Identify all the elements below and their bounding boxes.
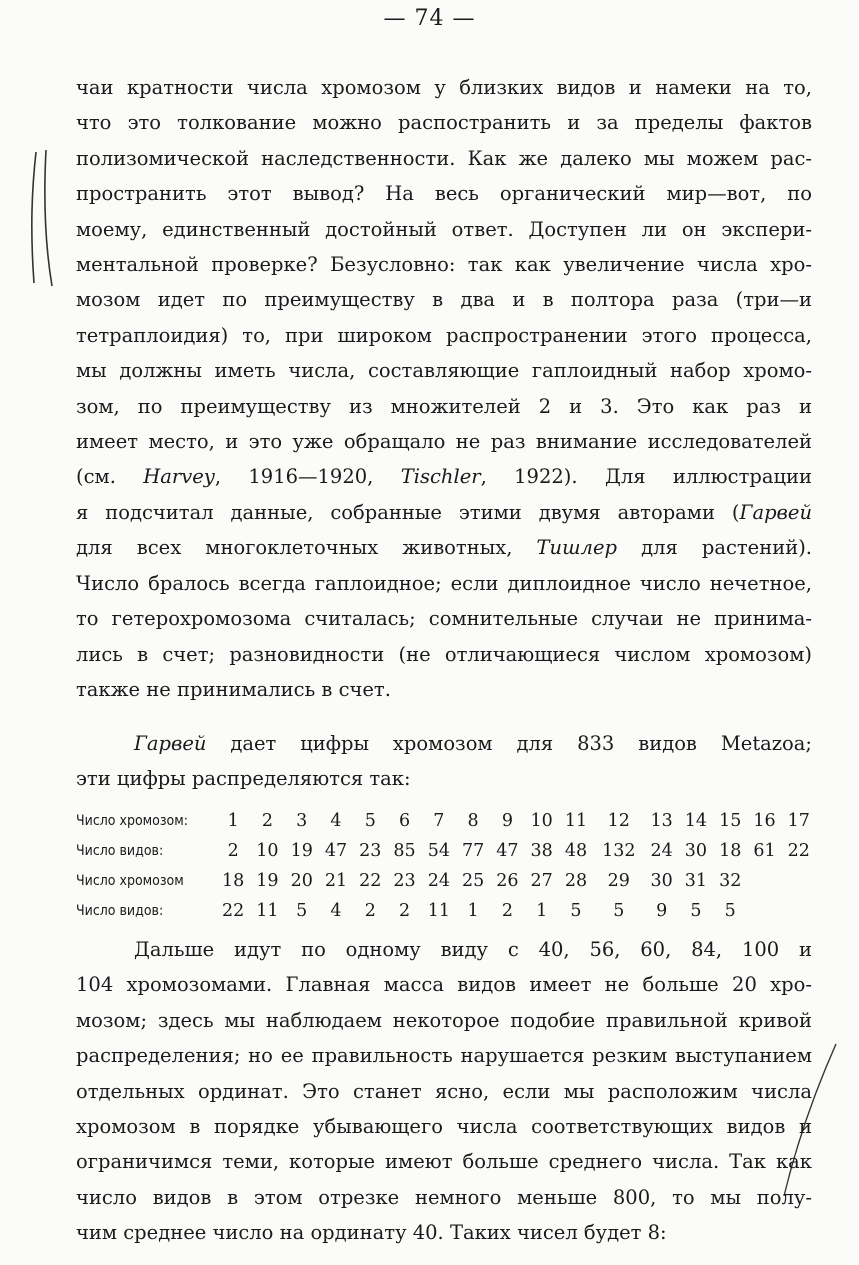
table-cell: 5 bbox=[296, 901, 308, 921]
table-cell: 9 bbox=[656, 901, 668, 921]
table-cell: 4 bbox=[330, 901, 342, 921]
text-line: ментальной проверке? Безусловно: так как увеличение числа хро- bbox=[76, 253, 812, 277]
row-label: Число видов: bbox=[76, 903, 164, 919]
author-garvey: Гарвей bbox=[739, 500, 812, 524]
table-cell: 22 bbox=[222, 901, 245, 921]
author-garvey: Гарвей bbox=[134, 732, 207, 755]
table-row bbox=[76, 866, 816, 896]
table-cell: 11 bbox=[256, 901, 279, 921]
table-cell: 38 bbox=[530, 841, 553, 861]
page-number: — 74 — bbox=[383, 6, 476, 31]
table-cell: 13 bbox=[650, 811, 673, 831]
table-cell: 18 bbox=[719, 841, 742, 861]
text-line-citation: (см. Harvey, 1916—1920, Tischler, 1922). Для иллюстрации bbox=[76, 465, 812, 489]
paragraph-3 bbox=[76, 932, 812, 1251]
table-cell: 26 bbox=[496, 871, 519, 891]
text-line: мозом идет по преимуществу в два и в полтора раза (три—и bbox=[76, 288, 812, 312]
table-cell: 18 bbox=[222, 871, 245, 891]
table-cell: 61 bbox=[753, 841, 776, 861]
table-cell: 14 bbox=[684, 811, 708, 831]
table-cell: 48 bbox=[564, 841, 588, 861]
table-cell: 4 bbox=[330, 811, 342, 831]
table-cell: 28 bbox=[564, 871, 588, 891]
text-line: я подсчитал данные, собранные этими двумя авторами (Гарвей bbox=[76, 500, 812, 524]
table-cell: 29 bbox=[607, 871, 630, 891]
table-cell: 2 bbox=[227, 841, 239, 861]
table-cell: 6 bbox=[398, 811, 411, 831]
text-line: Гарвей дает цифры хромозом для 833 видов Metazoa; bbox=[134, 732, 812, 755]
table-cell: 19 bbox=[256, 871, 279, 891]
text-line: мозом; здесь мы наблюдаем некоторое подобие правильной кривой bbox=[76, 1008, 812, 1032]
table-cell: 30 bbox=[684, 841, 708, 861]
table-cell: 2 bbox=[398, 901, 411, 921]
text-line: отдельных ординат. Это станет ясно, если мы расположим числа bbox=[76, 1079, 812, 1103]
table-cell: 2 bbox=[261, 811, 273, 831]
text-line: чим среднее число на ординату 40. Таких чисел будет 8: bbox=[76, 1221, 667, 1245]
chromosome-count-table bbox=[76, 806, 816, 926]
table-cell: 1 bbox=[227, 811, 239, 831]
row-label: Число хромозом bbox=[76, 873, 184, 889]
table-cell: 132 bbox=[602, 841, 636, 861]
author-tishler: Тишлер bbox=[536, 536, 617, 560]
text-line: Дальше идут по одному виду с 40, 56, 60, 84, 100 и bbox=[134, 938, 812, 961]
table-cell: 31 bbox=[684, 871, 708, 891]
text-line: полизомической наследственности. Как же далеко мы можем рас- bbox=[76, 146, 812, 170]
paragraph-2 bbox=[76, 726, 812, 797]
table-cell: 23 bbox=[359, 841, 382, 861]
table-cell: 24 bbox=[427, 871, 450, 891]
table-cell: 17 bbox=[787, 811, 810, 831]
table-cell: 12 bbox=[607, 811, 630, 831]
table-cell bbox=[782, 866, 816, 896]
table-cell: 47 bbox=[496, 841, 519, 861]
table-row bbox=[76, 896, 816, 926]
text-line: эти цифры распределяются так: bbox=[76, 767, 411, 791]
table-cell: 24 bbox=[650, 841, 673, 861]
table-cell: 22 bbox=[787, 841, 810, 861]
text-line: пространить этот вывод? На весь органический мир—вот, по bbox=[76, 182, 812, 206]
table-cell: 5 bbox=[724, 901, 736, 921]
table-cell: 7 bbox=[433, 811, 445, 831]
table-cell: 19 bbox=[290, 841, 313, 861]
table-cell bbox=[782, 896, 816, 926]
table-cell: 22 bbox=[359, 871, 382, 891]
table-cell: 5 bbox=[570, 901, 582, 921]
author-tischler: Tischler bbox=[400, 465, 481, 489]
text-line: тетраплоидия) то, при широком распространении этого процесса, bbox=[76, 323, 812, 347]
text-line: моему, единственный достойный ответ. Доступен ли он экспери- bbox=[76, 217, 812, 241]
text-line: мы должны иметь числа, составляющие гаплоидный набор хромо- bbox=[76, 359, 812, 383]
text-line: также не принимались в счет. bbox=[76, 677, 391, 701]
text-line: зом, по преимуществу из множителей 2 и 3. Это как раз и bbox=[76, 394, 812, 418]
text-line: лись в счет; разновидности (не отличающиеся числом хромозом) bbox=[76, 642, 812, 666]
table-cell: 10 bbox=[256, 841, 279, 861]
text-line: для всех многоклеточных животных, Тишлер для растений). bbox=[76, 536, 813, 560]
table-cell bbox=[747, 866, 781, 896]
table-cell: 27 bbox=[530, 871, 553, 891]
text-line: Число бралось всегда гаплоидное; если диплоидное число нечетное, bbox=[76, 571, 812, 595]
row-label: Число видов: bbox=[76, 843, 164, 859]
text-line: 104 хромозомами. Главная масса видов имеет не больше 20 хро- bbox=[76, 973, 812, 997]
table-cell: 15 bbox=[719, 811, 742, 831]
table-cell: 11 bbox=[564, 811, 588, 831]
table-cell: 2 bbox=[501, 901, 513, 921]
row-label: Число хромозом: bbox=[76, 813, 189, 829]
table-cell: 5 bbox=[613, 901, 625, 921]
table-cell: 20 bbox=[290, 871, 313, 891]
text-line: хромозом в порядке убывающего числа соответствующих видов и bbox=[76, 1115, 812, 1139]
table-cell: 30 bbox=[650, 871, 673, 891]
text-line: то гетерохромозома считалась; сомнительные случаи не принима- bbox=[76, 607, 812, 631]
table-cell: 9 bbox=[501, 811, 513, 831]
table-cell: 10 bbox=[530, 811, 553, 831]
text-line: имеет место, и это уже обращало не раз внимание исследователей bbox=[76, 430, 812, 454]
table-cell: 3 bbox=[296, 811, 308, 831]
paragraph-1 bbox=[76, 70, 812, 707]
table-cell: 5 bbox=[364, 811, 376, 831]
text-line: чаи кратности числа хромозом у близких видов и намеки на то, bbox=[76, 76, 812, 99]
table-cell: 11 bbox=[427, 901, 450, 921]
table-cell: 77 bbox=[461, 841, 485, 861]
table-row bbox=[76, 806, 816, 836]
table-cell: 54 bbox=[427, 841, 450, 861]
table-cell: 16 bbox=[753, 811, 776, 831]
author-harvey: Harvey bbox=[143, 465, 215, 489]
table-cell: 1 bbox=[467, 901, 479, 921]
table-cell: 25 bbox=[461, 871, 485, 891]
margin-pencil-mark bbox=[22, 148, 62, 288]
table-cell: 23 bbox=[393, 871, 416, 891]
table-cell: 5 bbox=[690, 901, 702, 921]
table-cell: 47 bbox=[324, 841, 348, 861]
table-cell: 32 bbox=[719, 871, 742, 891]
table-row bbox=[76, 836, 816, 866]
table-cell: 85 bbox=[393, 841, 416, 861]
table-cell bbox=[747, 896, 781, 926]
table-cell: 8 bbox=[467, 811, 479, 831]
table-cell: 21 bbox=[324, 871, 348, 891]
text-line: распределения; но ее правильность нарушается резким выступанием bbox=[76, 1044, 812, 1068]
text-line: ограничимся теми, которые имеют больше среднего числа. Так как bbox=[76, 1150, 812, 1174]
table-cell: 2 bbox=[364, 901, 376, 921]
table-cell: 1 bbox=[536, 901, 548, 921]
text-line: что это толкование можно распостранить и за пределы фактов bbox=[76, 111, 812, 135]
text-line: число видов в этом отрезке немного меньше 800, то мы полу- bbox=[76, 1185, 812, 1209]
